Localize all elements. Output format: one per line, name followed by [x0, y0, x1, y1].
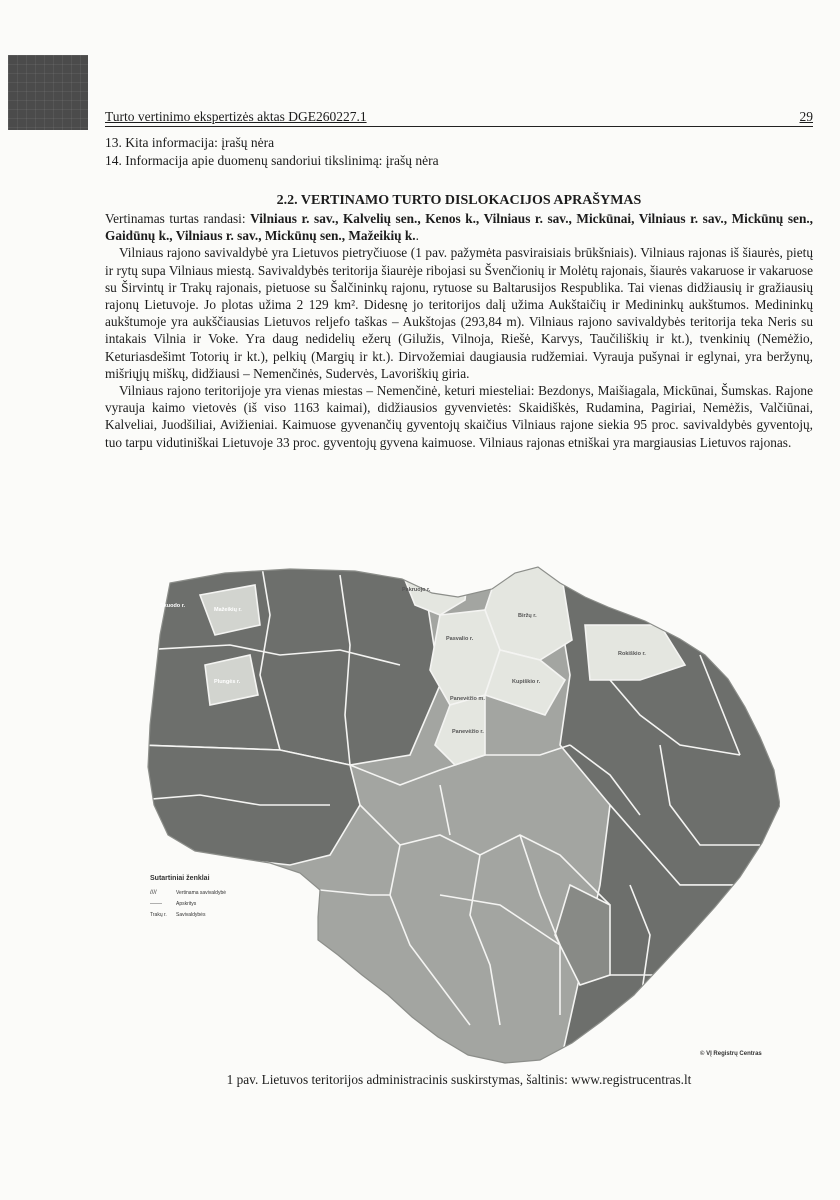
location-paragraph: [105, 210, 813, 244]
label-plunge: Plungės r.: [214, 679, 241, 685]
scan-corner-mark: [8, 55, 88, 130]
legend-title: Sutartiniai ženklai: [150, 875, 210, 882]
figure-caption: 1 pav. Lietuvos teritorijos administracinis suskirstymas, šaltinis: www.registrucentras.lt: [226, 1072, 692, 1087]
label-skuodas: Skuodo r.: [160, 603, 186, 609]
section-title: 2.2. VERTINAMO TURTO DISLOKACIJOS APRAŠYMAS: [276, 193, 642, 208]
label-panevezys-m: Panevėžio m.: [450, 696, 485, 702]
paragraph-description: Vilniaus rajono savivaldybė yra Lietuvos pietryčiuose (1 pav. pažymėta pasviraisiais brūkšniais). Vilniaus rajonas iš šiaurės, pietų ir rytų supa Vilniaus miestą. Savivaldybės teritorija šiaurėje ribojasi su Švenčionių ir Molėtų rajonais, šiaurės vakaruose ir vakaruose su Širvintų ir Trakų rajonais, pietuose su Šalčininkų rajonu, rytuose su Baltarusijos Respublika. Tai vienas didžiausių ir gražiausių rajonų Lietuvoje. Jo plotas užima 2 129 km². Didesnę jo teritorijos dalį užima Aukštaičių ir Medininkų aukštumos. Medininkų aukštumoje yra aukščiausias Lietuvos reljefo taškas – Aukštojas (293,84 m). Vilniaus rajono savivaldybės teritorija teka Neris su intakais Vilnia ir Voke. Yra daug nedidelių ežerų (Gilužis, Vilnoja, Riešė, Karvys, Taučiliškių ir kt.), tvenkinių (Nemėžio, Keturiasdešimt Totorių ir kt.), pelkių (Margių ir kt.). Dirvožemiai daugiausia rudžemiai. Vyrauja pušynai ir eglynai, yra beržynų, mišriųjų miškų, didžiausi – Nemenčinės, Sudervės, Lavoriškių giria.: [105, 245, 813, 381]
body-text: [105, 210, 813, 451]
label-panevezys-r: Panevėžio r.: [452, 729, 484, 735]
lithuania-map: [140, 555, 780, 1065]
location-intro: Vertinamas turtas randasi:: [105, 211, 251, 226]
paragraph-settlements: Vilniaus rajono teritorijoje yra vienas miestas – Nemenčinė, keturi miesteliai: Bezdonys, Maišiagala, Mickūnai, Šumskas. Rajone vyrauja kaimo vietovės (iš viso 1163 kaimai), didžiausios gyvenvietės: Skaidiškės, Rudamina, Pagiriai, Nemėžis, Valčiūnai, Kalveliai, Juodšiliai, Avižieniai. Kaimuose gyvenančių gyventojų skaičius Vilniaus rajone siekia 95 proc. savivaldybės gyventojų, tuo tarpu vidutiniškai Lietuvoje 33 proc. gyventojų gyvena kaimuose. Vilniaus rajonas etniškai yra margiausias Lietuvos rajonas.: [105, 383, 813, 450]
legend-sample-hatch: ////: [150, 890, 157, 896]
page-number: 29: [799, 109, 813, 124]
legend-label-counties: Apskritys: [176, 901, 197, 907]
page-header: [105, 108, 813, 127]
label-kupiskis: Kupiškio r.: [512, 679, 541, 685]
document-title: Turto vertinimo ekspertizės aktas DGE260227.1: [105, 109, 367, 124]
location-addresses: Vilniaus r. sav., Kalvelių sen., Kenos k., Vilniaus r. sav., Mickūnai, Vilniaus r. sav., Mickūnų sen., Gaidūnų k., Vilniaus r. sav., Mickūnų sen., Mažeikių k.: [105, 211, 813, 244]
label-mazeikiai: Mažeikių r.: [214, 607, 242, 613]
lithuania-map-figure: [140, 555, 780, 1065]
map-copyright: © VĮ Registrų Centras: [700, 1051, 762, 1057]
map-legend: [150, 875, 226, 918]
label-birzai: Biržų r.: [518, 613, 537, 619]
info-line-14: 14. Informacija apie duomenų sandoriui tikslinimą: įrašų nėra: [105, 153, 439, 168]
label-rokiskis: Rokiškio r.: [618, 651, 646, 657]
legend-label-municipalities: Savivaldybės: [176, 912, 206, 918]
legend-sample-counties: ------: [150, 901, 162, 907]
label-pasvalys: Pasvalio r.: [446, 636, 474, 642]
legend-sample-municipality: Trakų r.: [150, 912, 167, 918]
info-line-13: 13. Kita informacija: įrašų nėra: [105, 135, 275, 150]
label-pakruojis: Pakruojo r.: [402, 587, 431, 593]
legend-label-assessed: Vertinama savivaldybė: [176, 890, 227, 896]
location-end: .: [415, 228, 419, 244]
